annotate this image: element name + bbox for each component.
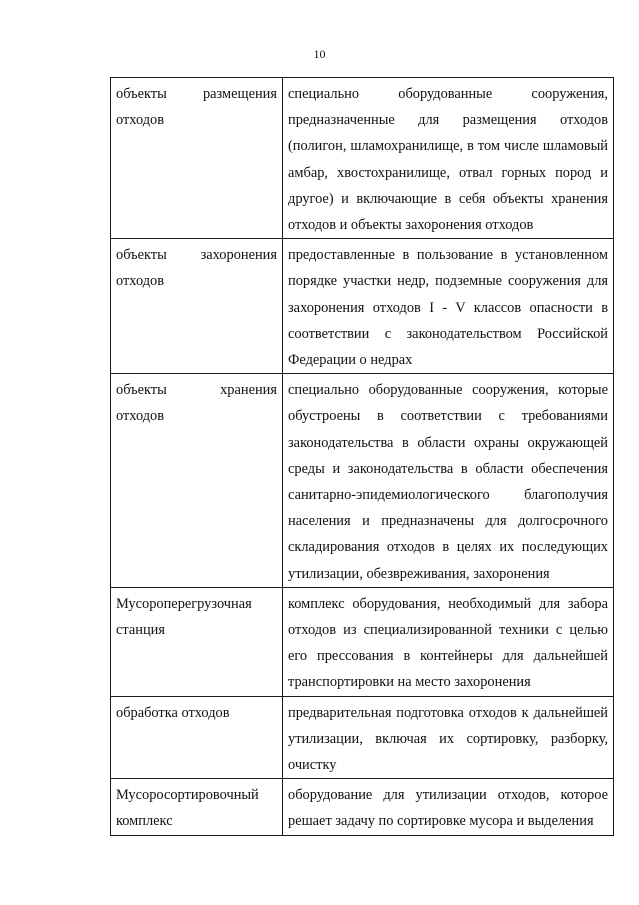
term-cell <box>111 374 283 588</box>
term-cell <box>111 239 283 374</box>
term-text: объекты размещения <box>116 86 277 102</box>
definition-cell: предоставленные в пользование в установленном порядке участки недр, подземные сооружения для захоронения отходов I - V классов опасности в соответствии с законодательством Российской Федерации о недрах <box>283 239 614 374</box>
table-row <box>111 78 614 239</box>
table-row <box>111 374 614 588</box>
term-text-continued: комплекс <box>116 813 173 830</box>
term-cell <box>111 78 283 239</box>
term-text: Мусоросортировочный <box>116 787 259 804</box>
term-cell <box>111 696 283 779</box>
table-row <box>111 239 614 374</box>
term-text-continued: отходов <box>116 112 165 129</box>
definition-cell: комплекс оборудования, необходимый для забора отходов из специализированной техники с целью его прессования в контейнеры для дальнейшей транспортировки на место захоронения <box>283 587 614 696</box>
term-text: объекты захоронения <box>116 247 277 264</box>
term-text: обработка отходов <box>116 704 230 721</box>
table-row <box>111 779 614 835</box>
term-text: объекты хранения <box>116 382 277 399</box>
term-cell <box>111 587 283 696</box>
term-text-continued: отходов <box>116 273 165 290</box>
definition-cell: оборудование для утилизации отходов, которое решает задачу по сортировке мусора и выделения <box>283 779 614 835</box>
term-text-continued: отходов <box>116 408 165 425</box>
page-number: 10 <box>313 47 326 61</box>
term-cell <box>111 779 283 835</box>
table-row <box>111 587 614 696</box>
table-row <box>111 696 614 779</box>
definition-cell: предварительная подготовка отходов к дальнейшей утилизации, включая их сортировку, разборку, очистку <box>283 696 614 779</box>
term-text: Мусороперегрузочная <box>116 595 252 612</box>
definitions-table <box>110 77 614 836</box>
term-text-continued: станция <box>116 622 165 639</box>
definition-cell: специально оборудованные сооружения, которые обустроены в соответствии с требованиями законодательства в области охраны окружающей среды и законодательства в области обеспечения санитарно-эпидемиологического благополучия населения и предназначены для долгосрочного складирования отходов в целях их последующих утилизации, обезвреживания, захоронения <box>283 374 614 588</box>
definition-cell: специально оборудованные сооружения, предназначенные для размещения отходов (полигон, шламохранилище, в том числе шламовый амбар, хвостохранилище, отвал горных пород и другое) и включающие в себя объекты хранения отходов и объекты захоронения отходов <box>283 78 614 239</box>
